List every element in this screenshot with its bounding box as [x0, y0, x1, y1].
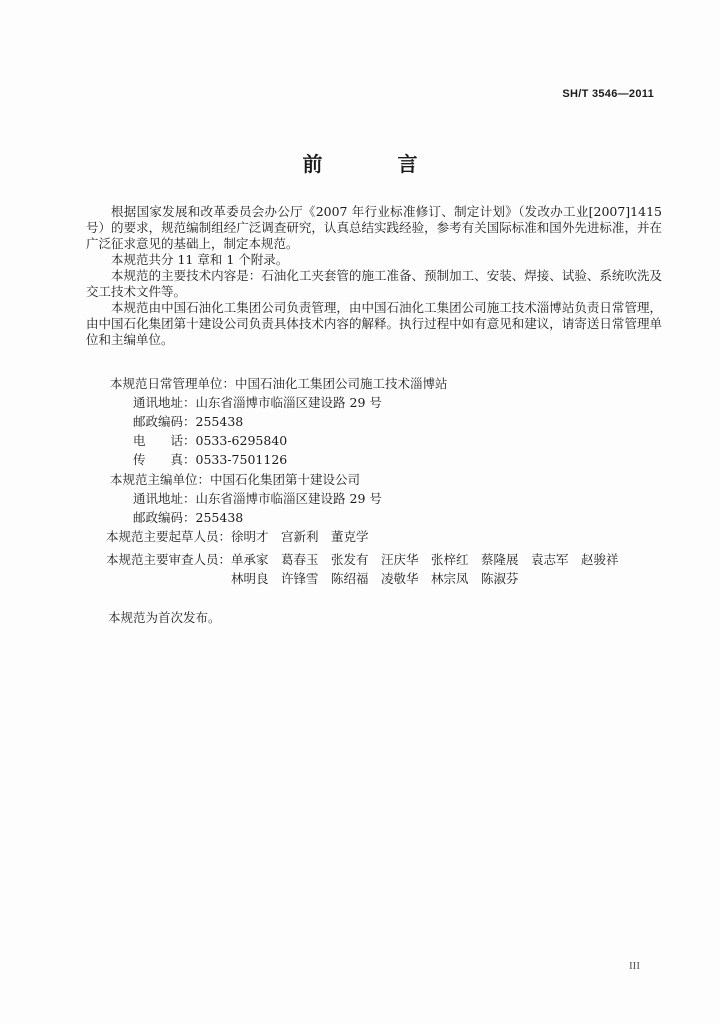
- editor-unit-block: [110, 470, 382, 527]
- drafters-line: [106, 527, 381, 546]
- management-postcode-row: [110, 412, 448, 431]
- editor-postcode-row: [110, 508, 382, 527]
- editor-unit-label: 本规范主编单位：: [110, 472, 211, 487]
- reviewer-name: 张发有: [331, 552, 369, 567]
- drafters-row: [106, 527, 381, 546]
- drafter-name: 董克学: [331, 529, 369, 544]
- management-address-label: 通讯地址：: [133, 395, 196, 410]
- reviewers-line-2: [106, 569, 631, 588]
- management-phone-label: 电 话：: [133, 433, 196, 448]
- editor-address: 山东省淄博市临淄区建设路 29 号: [195, 491, 382, 506]
- management-unit-block: [110, 374, 448, 469]
- paragraph-management: 本规范由中国石油化工集团公司负责管理，由中国石油化工集团公司施工技术淄博站负责日常管理，由中国石化集团第十建设公司负责具体技术内容的解释。执行过程中如有意见和建议，请寄送日常管理单位和主编单位。: [86, 300, 662, 347]
- reviewer-name: 张梓红: [431, 552, 469, 567]
- editor-address-row: [110, 489, 382, 508]
- management-postcode: 255438: [195, 414, 244, 429]
- management-phone: 0533-6295840: [195, 433, 288, 448]
- intro-paragraphs: [86, 204, 662, 348]
- management-unit-name: 中国石油化工集团公司施工技术淄博站: [235, 376, 448, 391]
- reviewers-block: [106, 550, 631, 588]
- reviewer-name: 陈绍福: [331, 571, 369, 586]
- management-address: 山东省淄博市临淄区建设路 29 号: [195, 395, 382, 410]
- reviewer-name: 赵骏祥: [581, 552, 619, 567]
- management-unit-label: 本规范日常管理单位：: [110, 376, 236, 391]
- management-fax-label: 传 真：: [133, 452, 196, 467]
- reviewers-label: 本规范主要审查人员：: [106, 552, 232, 567]
- reviewer-name: 葛春玉: [281, 552, 319, 567]
- closing-text: 本规范为首次发布。: [108, 610, 221, 625]
- paragraph-structure: 本规范共分 11 章和 1 个附录。: [111, 252, 289, 267]
- management-postcode-label: 邮政编码：: [133, 414, 196, 429]
- management-fax: 0533-7501126: [195, 452, 288, 467]
- closing-statement: [108, 608, 221, 627]
- reviewer-name: 凌敬华: [381, 571, 419, 586]
- drafter-name: 徐明才: [231, 529, 269, 544]
- page-title: 前 言: [302, 152, 452, 176]
- paragraph-content: 本规范的主要技术内容是：石油化工夹套管的施工准备、预制加工、安装、焊接、试验、系统吹洗及交工技术文件等。: [86, 268, 662, 299]
- reviewer-name: 陈淑芬: [481, 571, 519, 586]
- editor-postcode-label: 邮政编码：: [133, 510, 196, 525]
- reviewers-line-1: [106, 550, 631, 569]
- editor-unit-row: [110, 470, 382, 489]
- page-number: III: [629, 960, 640, 972]
- reviewer-name: 袁志军: [531, 552, 569, 567]
- management-address-row: [110, 393, 448, 412]
- reviewer-name: 蔡隆展: [481, 552, 519, 567]
- paragraph-basis: 根据国家发展和改革委员会办公厅《2007 年行业标准修订、制定计划》（发改办工业[2007]1415 号）的要求，规范编制组经广泛调查研究，认真总结实践经验，参考有关国际标准和国外先进标准，并在广泛征求意见的基础上，制定本规范。: [86, 204, 662, 251]
- reviewer-name: 单承家: [231, 552, 269, 567]
- reviewer-name: 林宗凤: [431, 571, 469, 586]
- editor-unit-name: 中国石化集团第十建设公司: [210, 472, 361, 487]
- drafters-label: 本规范主要起草人员：: [106, 529, 232, 544]
- management-fax-row: [110, 450, 448, 469]
- drafter-name: 宫新利: [281, 529, 319, 544]
- standard-code: SH/T 3546—2011: [562, 88, 654, 100]
- management-phone-row: [110, 431, 448, 450]
- reviewer-name: 许锋雪: [281, 571, 319, 586]
- reviewer-name: 林明良: [231, 571, 269, 586]
- editor-postcode: 255438: [195, 510, 244, 525]
- editor-address-label: 通讯地址：: [133, 491, 196, 506]
- reviewer-name: 汪庆华: [381, 552, 419, 567]
- management-unit-row: [110, 374, 448, 393]
